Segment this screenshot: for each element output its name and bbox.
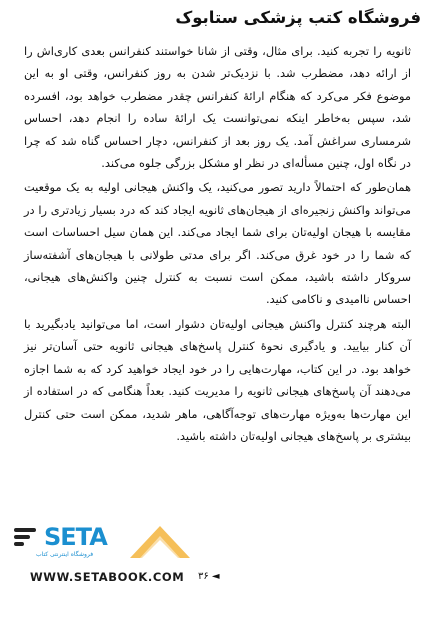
paragraph-3: البته هرچند کنترل واکنش هیجانی اولیه‌تان دشوار است، اما می‌توانید یادبگیرید با آن کنار بیایید. و یادگیری نحوهٔ کنترل پاسخ‌های هیجانی ثانویه حتی آسان‌تر نیز خواهد بود. در این کتاب، مهارت‌هایی را در خود ایجاد خواهید کرد که به شما اجازه می‌دهند آن پاسخ‌های هیجانی ثانویه را مدیریت کنید. بعداً هنگامی که در استفاده از این مهارت‌ها به‌ویژه مهارت‌های توجه‌آگاهی، ماهر شدید، ممکن است حتی کنترل بیشتری بر پاسخ‌های هیجانی اولیه‌تان داشته باشید. (24, 316, 411, 443)
book-shape-icon (126, 518, 194, 562)
logo-subtitle: فروشگاه اینترنتی کتاب (36, 551, 94, 558)
logo-bars-icon (14, 526, 40, 548)
page-header: فروشگاه کتب پزشکی ستابوک (175, 8, 421, 27)
setabook-watermark (14, 518, 194, 568)
logo-wordmark: SETA (44, 523, 107, 551)
paragraph-1: ثانویه را تجربه کنید. برای مثال، وقتی از شانا خواستند کنفرانس بعدی کاری‌اش را از ارائه دهد، مضطرب شد. با نزدیک‌تر شدن به روز کنفرانس، وقتی او به این موضوع فکر می‌کرد که هنگام ارائهٔ کنفرانس چقدر مضطرب خواهد بود، افسرده شد، سپس به‌خاطر اینکه نمی‌توانست یک ارائهٔ ساده را انجام دهد، احساس شرمساری سراغش آمد. یک روز بعد از کنفرانس، دچار احساس گناه شد که چرا در نگاه اول، چنین مسأله‌ای در نظر او مشکل بزرگی جلوه می‌کند. (24, 44, 411, 171)
watermark-url: WWW.SETABOOK.COM (30, 570, 185, 584)
body-text (24, 40, 411, 447)
paragraph-2: همان‌طور که احتمالاً دارید تصور می‌کنید، یک واکنش هیجانی اولیه به یک موقعیت می‌تواند واکنش زنجیره‌ای از هیجان‌های ثانویه ایجاد کند که درد بسیار زیادتری را در مقایسه با هیجان اولیه‌تان برای شما ایجاد می‌کند. این همان سیل احساسات است که شما را در خود غرق می‌کند. اگر برای مدتی طولانی با هیجان‌های آشفته‌ساز سروکار داشته باشید، ممکن است نسبت به کنترل چنین واکنش‌های هیجانی، احساس ناامیدی و ناکامی کنید. (24, 180, 411, 307)
page-number: ۳۶ ◄ (198, 571, 220, 582)
setabook-logo (14, 522, 118, 552)
